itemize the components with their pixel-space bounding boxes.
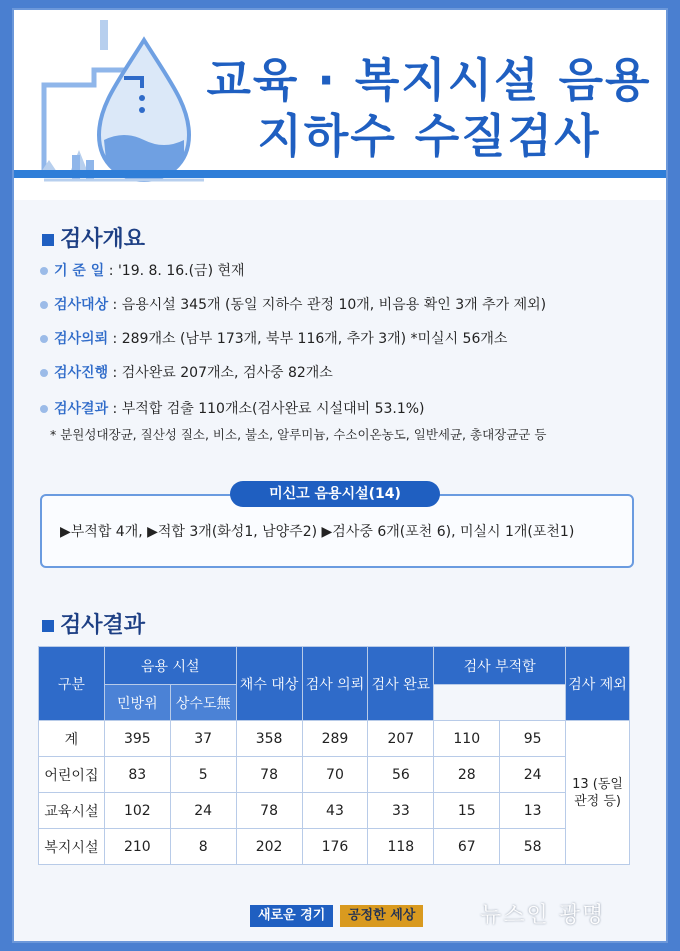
dot-bullet-icon bbox=[40, 267, 48, 275]
cell: 78 bbox=[236, 757, 302, 793]
cell: 207 bbox=[368, 721, 434, 757]
slogan-new-gyeonggi: 새로운 경기 bbox=[250, 905, 333, 927]
watermark: 뉴스인 광명 bbox=[480, 903, 606, 928]
cell: 110 bbox=[434, 721, 500, 757]
table-row bbox=[39, 829, 630, 865]
square-bullet-icon bbox=[42, 234, 54, 246]
cell: 395 bbox=[104, 721, 170, 757]
unreported-text: ▶부적합 4개, ▶적합 3개(화성1, 남양주2) ▶검사중 6개(포천 6), 미실시 1개(포천1) bbox=[60, 524, 575, 540]
cell: 15 bbox=[434, 793, 500, 829]
header-divider bbox=[14, 170, 666, 178]
row-name: 복지시설 bbox=[39, 829, 105, 865]
cell: 24 bbox=[500, 757, 566, 793]
table-row bbox=[39, 757, 630, 793]
overview-item-result: 검사결과 : 부적합 검출 110개소(검사완료 시설대비 53.1%) bbox=[40, 398, 425, 418]
row-name: 교육시설 bbox=[39, 793, 105, 829]
table-row bbox=[39, 793, 630, 829]
header-completed: 검사 완료 bbox=[368, 647, 434, 721]
title-line-2: 지하수 수질검사 bbox=[257, 109, 601, 163]
cell: 37 bbox=[170, 721, 236, 757]
header-category: 구분 bbox=[39, 647, 105, 721]
header-unfit-water: 상수도無 bbox=[170, 685, 236, 721]
header-requested: 검사 의뢰 bbox=[302, 647, 368, 721]
dot-bullet-icon bbox=[40, 335, 48, 343]
results-table bbox=[38, 646, 630, 865]
unreported-label: 미신고 음용시설(14) bbox=[230, 481, 440, 507]
overview-item-date: 기 준 일 : '19. 8. 16.(금) 현재 bbox=[40, 260, 245, 280]
cell: 5 bbox=[170, 757, 236, 793]
slogan-fair-world: 공정한 세상 bbox=[340, 905, 423, 927]
cell: 176 bbox=[302, 829, 368, 865]
header-excluded: 검사 제외 bbox=[566, 647, 630, 721]
row-name: 계 bbox=[39, 721, 105, 757]
cell: 118 bbox=[368, 829, 434, 865]
dot-bullet-icon bbox=[40, 301, 48, 309]
cell: 358 bbox=[236, 721, 302, 757]
cell: 33 bbox=[368, 793, 434, 829]
overview-item-request: 검사의뢰 : 289개소 (남부 173개, 북부 116개, 추가 3개) *미실시 56개소 bbox=[40, 328, 507, 348]
page-title bbox=[194, 52, 664, 164]
square-bullet-icon bbox=[42, 620, 54, 632]
cell: 83 bbox=[104, 757, 170, 793]
cell: 78 bbox=[236, 793, 302, 829]
header-sampled: 채수 대상 bbox=[236, 647, 302, 721]
cell: 70 bbox=[302, 757, 368, 793]
cell: 56 bbox=[368, 757, 434, 793]
table-row bbox=[39, 721, 630, 757]
overview-item-progress: 검사진행 : 검사완료 207개소, 검사중 82개소 bbox=[40, 362, 333, 382]
excluded-cell: 13 (동일 관정 등) bbox=[566, 721, 630, 865]
header-unfit: 검사 부적합 bbox=[434, 647, 566, 685]
overview-note: * 분원성대장균, 질산성 질소, 비소, 불소, 알루미늄, 수소이온농도, 일반세균, 총대장균군 등 bbox=[50, 427, 547, 442]
results-heading: 검사결과 bbox=[42, 608, 145, 639]
overview-heading: 검사개요 bbox=[42, 222, 145, 253]
dot-bullet-icon bbox=[40, 369, 48, 377]
cell: 95 bbox=[500, 721, 566, 757]
water-drop-icon bbox=[24, 10, 214, 190]
cell: 202 bbox=[236, 829, 302, 865]
overview-item-target: 검사대상 : 음용시설 345개 (동일 지하수 관정 10개, 비음용 확인 3개 추가 제외) bbox=[40, 294, 546, 314]
cell: 289 bbox=[302, 721, 368, 757]
cell: 13 bbox=[500, 793, 566, 829]
cell: 43 bbox=[302, 793, 368, 829]
cell: 24 bbox=[170, 793, 236, 829]
dot-bullet-icon bbox=[40, 405, 48, 413]
row-name: 어린이집 bbox=[39, 757, 105, 793]
cell: 28 bbox=[434, 757, 500, 793]
cell: 8 bbox=[170, 829, 236, 865]
header-facility: 음용 시설 bbox=[104, 647, 236, 685]
title-line-1: 교육 · 복지시설 음용 bbox=[206, 53, 652, 107]
cell: 102 bbox=[104, 793, 170, 829]
cell: 67 bbox=[434, 829, 500, 865]
cell: 210 bbox=[104, 829, 170, 865]
header-private: 민방위 bbox=[104, 685, 170, 721]
cell: 58 bbox=[500, 829, 566, 865]
